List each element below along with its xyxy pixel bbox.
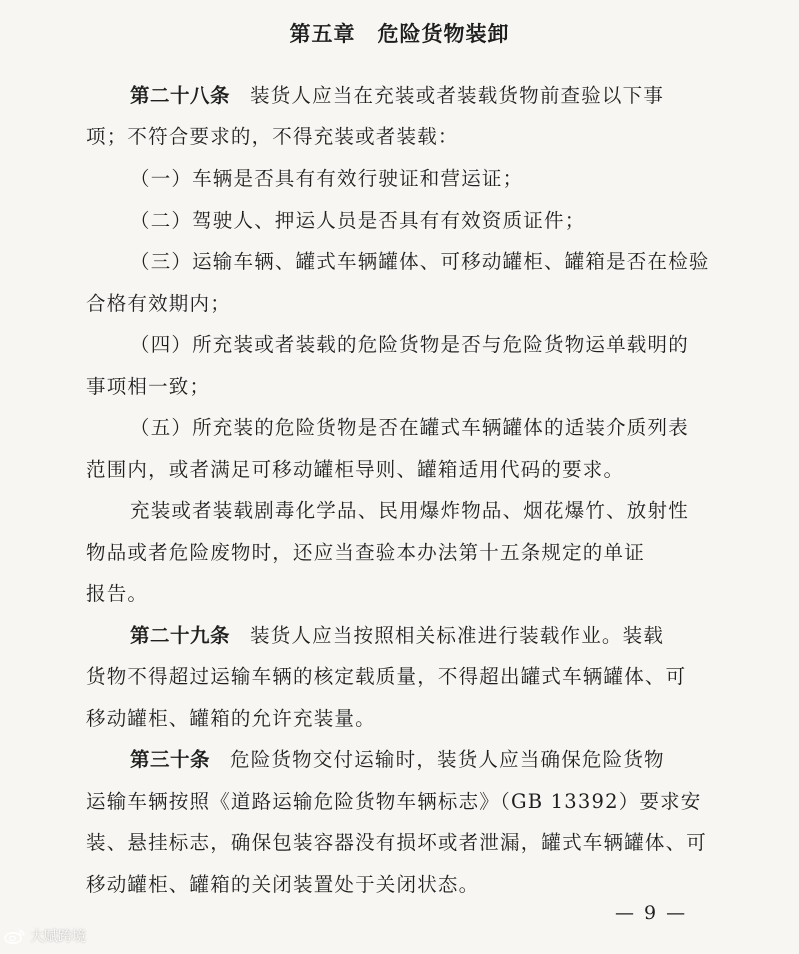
paragraph-line-3: 报告。 — [86, 582, 149, 605]
article-28-line-2: 项；不符合要求的，不得充装或者装载： — [86, 125, 459, 148]
weibo-icon — [4, 928, 26, 944]
item-2: （二）驾驶人、押运人员是否具有有效资质证件； — [130, 209, 586, 232]
item-5-line-1: （五）所充装的危险货物是否在罐式车辆罐体的适装介质列表 — [130, 416, 689, 439]
article-29-number: 第二十九条 — [130, 624, 231, 647]
article-30-text-1: 危险货物交付运输时，装货人应当确保危险货物 — [230, 748, 665, 771]
article-30-number: 第三十条 — [130, 748, 211, 771]
item-1: （一）车辆是否具有有效行驶证和营运证； — [130, 167, 524, 190]
page-number: — 9 — — [615, 902, 688, 924]
article-30-line-3: 装、悬挂标志，确保包装容器没有损坏或者泄漏，罐式车辆罐体、可 — [86, 831, 708, 854]
paragraph-line-1: 充装或者装载剧毒化学品、民用爆炸物品、烟花爆竹、放射性 — [130, 499, 689, 522]
article-29-text-1: 装货人应当按照相关标准进行装载作业。装载 — [250, 624, 665, 647]
article-28-text-1: 装货人应当在充装或者装载货物前查验以下事 — [250, 84, 665, 107]
watermark — [4, 926, 86, 946]
item-3-line-2: 合格有效期内； — [86, 292, 231, 315]
article-30-line-1 — [130, 748, 665, 772]
article-30-line-2: 运输车辆按照《道路运输危险货物车辆标志》（GB 13392）要求安 — [86, 790, 702, 813]
article-29-line-3: 移动罐柜、罐箱的允许充装量。 — [86, 707, 376, 730]
chapter-title: 第五章 危险货物装卸 — [289, 22, 510, 46]
article-28-number: 第二十八条 — [130, 84, 231, 107]
watermark-text: 大赋跨境 — [30, 929, 86, 945]
article-30-line-4: 移动罐柜、罐箱的关闭装置处于关闭状态。 — [86, 873, 480, 896]
item-4-line-2: 事项相一致； — [86, 375, 211, 398]
item-4-line-1: （四）所充装或者装载的危险货物是否与危险货物运单载明的 — [130, 333, 689, 356]
article-29-line-2: 货物不得超过运输车辆的核定载质量，不得超出罐式车辆罐体、可 — [86, 665, 687, 688]
paragraph-line-2: 物品或者危险废物时，还应当查验本办法第十五条规定的单证 — [86, 541, 645, 564]
item-3-line-1: （三）运输车辆、罐式车辆罐体、可移动罐柜、罐箱是否在检验 — [130, 250, 710, 273]
article-29-line-1 — [130, 624, 664, 648]
item-5-line-2: 范围内，或者满足可移动罐柜导则、罐箱适用代码的要求。 — [86, 458, 625, 481]
article-28-line-1 — [130, 84, 664, 108]
